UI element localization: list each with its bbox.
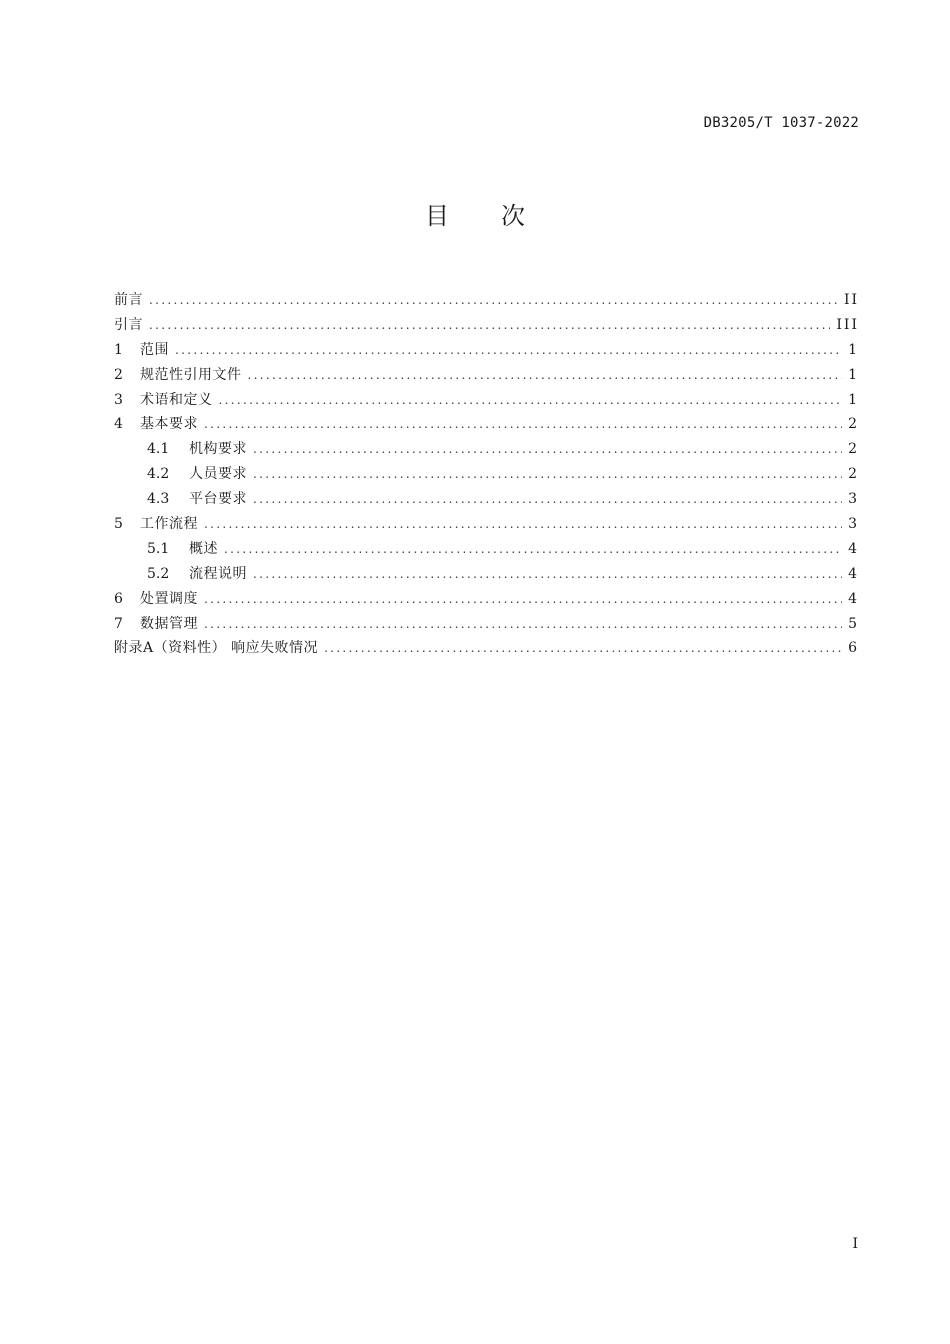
toc-dot-leader [253,437,842,462]
toc-entry-platform-requirements[interactable] [114,487,859,512]
toc-entry-text: 人员要求 [189,466,247,483]
toc-entry-page: 4 [848,540,859,557]
table-of-contents [114,288,859,661]
toc-entry-page: 6 [848,640,859,657]
toc-entry-page: 3 [848,491,859,508]
toc-entry-foreword[interactable] [114,288,859,313]
toc-entry-page: 4 [848,590,859,607]
toc-entry-staff-requirements[interactable] [114,462,859,487]
toc-entry-text: 概述 [189,540,218,557]
toc-entry-page: 2 [848,441,859,458]
toc-entry-number: 5.1 [147,540,170,557]
toc-dot-leader [175,338,842,363]
toc-entry-overview[interactable] [114,537,859,562]
toc-entry-number: 4.3 [147,491,170,508]
toc-entry-normative-references[interactable] [114,363,859,388]
toc-entry-page: 1 [848,366,859,383]
toc-dot-leader [204,612,842,637]
toc-entry-page: 2 [848,466,859,483]
toc-entry-basic-requirements[interactable] [114,412,859,437]
toc-entry-number: 7 [114,615,123,632]
toc-entry-scope[interactable] [114,338,859,363]
toc-dot-leader [204,587,842,612]
toc-entry-text: 前言 [114,292,143,308]
toc-entry-page: 2 [848,416,859,433]
toc-entry-number: 4 [114,416,123,433]
toc-dot-leader [248,363,843,388]
toc-entry-number: 6 [114,590,123,607]
toc-dot-leader [149,313,830,338]
toc-dot-leader [253,487,842,512]
toc-entry-text: 工作流程 [140,516,198,533]
toc-entry-page: 5 [848,615,859,632]
toc-entry-text: 附录A（资料性） 响应失败情况 [114,640,319,657]
toc-entry-text: 术语和定义 [140,391,213,408]
toc-entry-page: 1 [848,341,859,358]
toc-entry-dispatch[interactable] [114,587,859,612]
toc-entry-text: 规范性引用文件 [140,366,242,383]
toc-entry-number: 2 [114,366,123,383]
toc-entry-terms-definitions[interactable] [114,388,859,413]
toc-dot-leader [253,462,842,487]
toc-entry-number: 1 [114,341,123,358]
toc-entry-process-description[interactable] [114,562,859,587]
toc-dot-leader [224,537,842,562]
toc-dot-leader [324,636,842,661]
toc-entry-text: 机构要求 [189,441,247,458]
toc-dot-leader [219,388,843,413]
toc-entry-number: 5 [114,516,123,533]
toc-entry-text: 引言 [114,316,143,333]
toc-entry-workflow[interactable] [114,512,859,537]
toc-entry-number: 4.2 [147,466,170,483]
toc-entry-number: 4.1 [147,441,170,458]
toc-entry-data-management[interactable] [114,612,859,637]
toc-entry-text: 基本要求 [140,416,198,433]
toc-entry-appendix-a[interactable] [114,636,859,661]
toc-entry-text: 平台要求 [189,491,247,508]
toc-entry-page: 4 [848,565,859,582]
toc-dot-leader [204,512,842,537]
toc-dot-leader [204,412,842,437]
toc-entry-page: 3 [848,516,859,533]
toc-entry-text: 数据管理 [140,615,198,632]
toc-entry-org-requirements[interactable] [114,437,859,462]
toc-entry-page: 1 [848,391,859,408]
toc-entry-number: 3 [114,391,123,408]
toc-entry-text: 范围 [140,341,169,358]
toc-entry-introduction[interactable] [114,313,859,338]
toc-entry-text: 流程说明 [189,565,247,582]
page-title: 目次 [425,202,577,230]
toc-entry-page: III [836,316,859,333]
document-code: DB3205/T 1037-2022 [703,115,859,131]
toc-entry-number: 5.2 [147,565,170,582]
toc-entry-page: II [843,292,859,308]
toc-dot-leader [253,562,842,587]
page-number: I [852,1236,858,1252]
toc-entry-text: 处置调度 [140,590,198,607]
toc-dot-leader [149,288,838,313]
